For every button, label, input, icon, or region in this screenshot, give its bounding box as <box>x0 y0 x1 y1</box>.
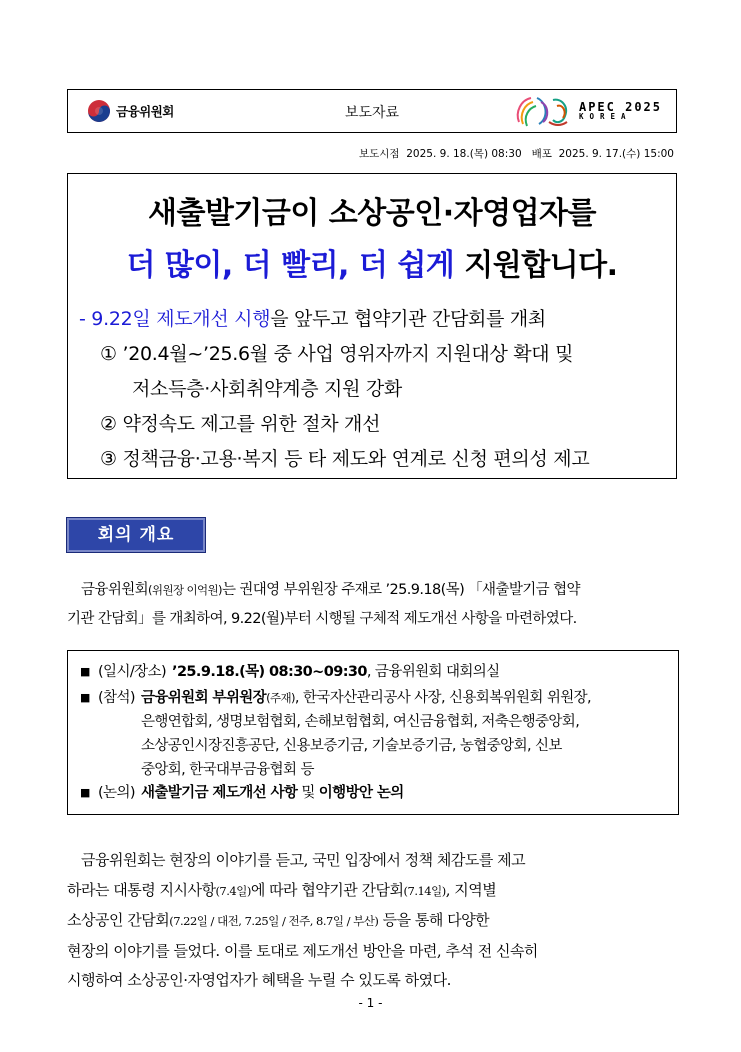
info-chair-note: (주재) <box>266 691 295 705</box>
info-attendees-l2: 은행연합회, 생명보험협회, 손해보험협회, 여신금융협회, 저축은행중앙회, <box>140 714 580 730</box>
bg-l2c: , 지역별 <box>445 880 497 899</box>
overview-paragraph <box>67 576 679 634</box>
summary-item-1-cont: 저소득층·사회취약계층 지원 강화 <box>132 378 402 400</box>
headline-box <box>67 173 677 479</box>
info-attendees-l1: , 한국자산관리공사 사장, 신용회복위원회 위원장, <box>294 690 592 706</box>
summary-item-3: ③ 정책금융·고용·복지 등 타 제도와 연계로 신청 편의성 제고 <box>100 448 590 470</box>
overview-subject-note: (위원장 이억원) <box>148 583 222 597</box>
section-title: 회의 개요 <box>67 518 205 552</box>
background-line4: 현장의 이야기를 들었다. 이를 토대로 제도개선 방안을 마련, 추석 전 신속히 <box>67 941 538 960</box>
info-attendees-l4: 중앙회, 한국대부금융협회 등 <box>140 762 314 778</box>
background-line1: 금융위원회는 현장의 이야기를 듣고, 국민 입장에서 정책 체감도를 제고 <box>81 851 526 869</box>
bullet-square: ■ <box>80 786 90 799</box>
headline-line2 <box>68 240 676 284</box>
apec-emblem-icon <box>513 92 575 130</box>
apec-logo <box>513 92 662 130</box>
summary-lead <box>79 304 546 331</box>
overview-line2: 기관 간담회」를 개최하여, 9.22(월)부터 시행될 구체적 제도개선 사항을 마련하였다. <box>67 611 577 627</box>
apec-title: APEC 2025 <box>578 99 662 114</box>
bg-l2b: 에 따라 협약기관 간담회 <box>250 880 404 899</box>
info-place: , 금융위원회 대회의실 <box>366 664 500 680</box>
headline-line1: 새출발기금이 소상공인·자영업자를 <box>147 196 597 231</box>
bg-l3b: 등을 통해 다양한 <box>378 911 490 929</box>
bg-l2-date: (7.4일) <box>215 883 251 898</box>
bullet-square: ■ <box>80 665 90 678</box>
summary-dash: - <box>79 308 92 330</box>
background-paragraph <box>67 846 679 996</box>
info-key-datetime: (일시/장소) <box>98 664 167 680</box>
press-release-header <box>67 89 677 133</box>
meeting-info-box <box>67 650 679 815</box>
headline-emphasis: 더 많이, 더 빨리, 더 쉽게 <box>126 248 455 283</box>
summary-lead-text: 을 앞두고 협약기관 간담회를 개최 <box>270 308 546 330</box>
org-name: 금융위원회 <box>116 104 174 119</box>
page-number: - 1 - <box>358 996 383 1010</box>
info-agenda-1: 새출발기금 제도개선 사항 <box>140 785 298 801</box>
info-row-attendees <box>80 686 661 782</box>
bg-l2-date2: (7.14일) <box>403 883 446 898</box>
overview-line1 <box>67 576 679 605</box>
info-chair: 금융위원회 부위원장 <box>140 690 267 706</box>
background-line3 <box>67 906 679 937</box>
info-row-datetime <box>80 660 500 684</box>
background-line2 <box>67 876 679 907</box>
summary-item-2: ② 약정속도 제고를 위한 절차 개선 <box>100 413 381 435</box>
overview-text-1: 는 권대영 부위원장 주재로 ’25.9.18(목) 「새출발기금 협약 <box>221 582 580 598</box>
bg-l2a: 하라는 대통령 지시사항 <box>67 880 216 899</box>
info-agenda-and: 및 <box>297 785 319 801</box>
bullet-square: ■ <box>80 691 90 704</box>
summary-lead-emphasis: 9.22일 제도개선 시행 <box>91 308 271 330</box>
info-attendees-l3: 소상공인시장진흥공단, 신용보증기금, 기술보증기금, 농협중앙회, 신보 <box>140 738 562 754</box>
bg-l3a: 소상공인 간담회 <box>67 911 170 929</box>
info-datetime-value: ’25.9.18.(목) 08:30~09:30 <box>172 664 367 680</box>
apec-subtitle: KOREA <box>578 112 632 122</box>
background-line5: 시행하여 소상공인·자영업자가 혜택을 누릴 수 있도록 하였다. <box>67 971 451 989</box>
bg-l3-dates: (7.22일 / 대전, 7.25일 / 전주, 8.7일 / 부산) <box>169 914 379 928</box>
info-row-agenda <box>80 781 404 805</box>
overview-subject: 금융위원회 <box>81 582 149 598</box>
info-key-agenda: (논의) <box>98 785 135 801</box>
info-agenda-2: 이행방안 논의 <box>318 785 404 801</box>
document-type: 보도자료 <box>344 105 400 121</box>
summary-item-1: ① ’20.4월~’25.6월 중 사업 영위자까지 지원대상 확대 및 <box>100 343 574 365</box>
info-key-attendees: (참석) <box>98 690 135 706</box>
release-timing: 보도시점 2025. 9. 18.(목) 08:30 배포 2025. 9. 17.(수) 15:00 <box>359 148 674 160</box>
headline-ending: 지원합니다. <box>454 248 618 283</box>
